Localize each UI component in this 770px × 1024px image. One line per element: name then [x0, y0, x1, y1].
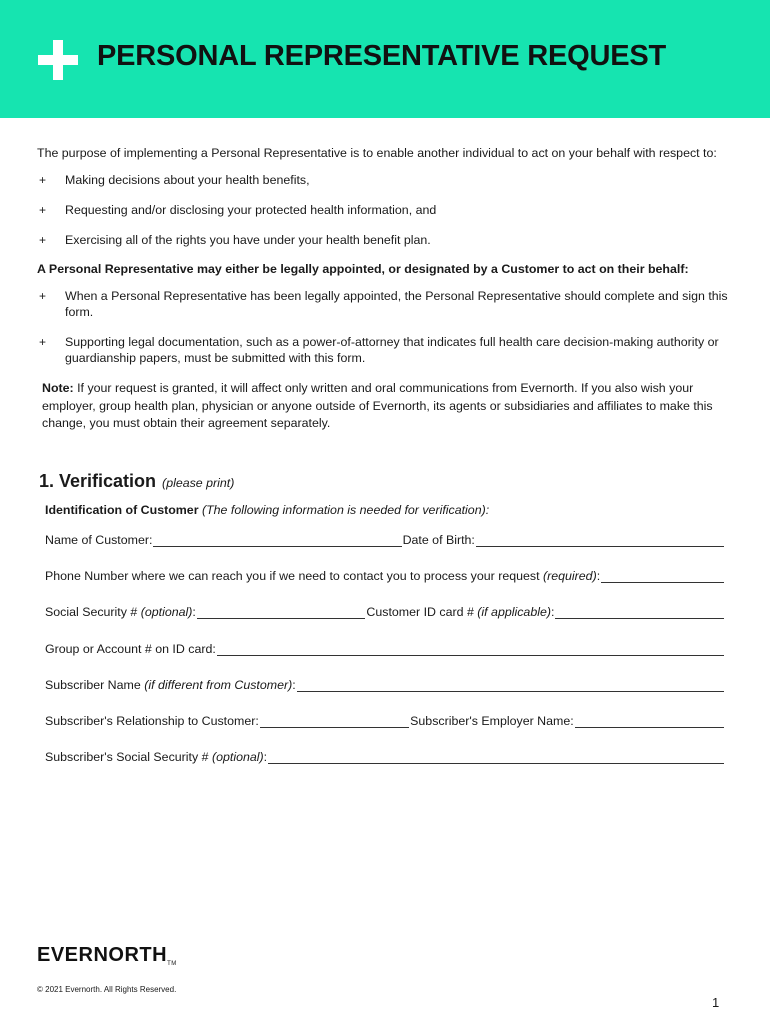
subscriber-ssn-label [45, 750, 267, 764]
form-row-name-dob [45, 533, 725, 547]
page-title: PERSONAL REPRESENTATIVE REQUEST [97, 40, 667, 72]
ssn-label-text: Social Security # [45, 605, 138, 619]
bullet-text: Supporting legal documentation, such as a power-of-attorney that indicates full health care decision-making authority or guardianship papers, must be submitted with this form. [65, 335, 719, 365]
form-row-group [45, 642, 725, 656]
form-row-subscriber-ssn [45, 750, 725, 764]
employer-label: Subscriber's Employer Name: [410, 714, 574, 728]
appointment-heading: A Personal Representative may either be legally appointed, or designated by a Customer to act on their behalf: [37, 262, 689, 276]
customer-name-field[interactable] [153, 535, 401, 547]
phone-field[interactable] [601, 571, 724, 583]
evernorth-logo [37, 944, 177, 967]
list-item [37, 172, 737, 188]
list-item [37, 202, 737, 218]
section-verification-title [39, 471, 234, 492]
intro-text: The purpose of implementing a Personal Representative is to enable another individual to act on your behalf with respect to: [37, 146, 717, 160]
subscriber-name-label-text: Subscriber Name [45, 678, 141, 692]
note-label: Note: [42, 381, 74, 395]
dob-label: Date of Birth: [402, 533, 475, 547]
plus-bullet-icon: + [39, 289, 47, 303]
colon: : [263, 750, 268, 764]
customer-name-label: Name of Customer: [45, 533, 153, 547]
intro-section [37, 146, 737, 433]
form-row-relationship-employer [45, 714, 725, 728]
customer-id-label [366, 605, 554, 619]
note-paragraph [42, 380, 722, 433]
identification-subheading [45, 503, 489, 517]
section-hint [162, 476, 234, 490]
bullet-text: When a Personal Representative has been legally appointed, the Personal Representative should complete and sign this form. [65, 289, 728, 319]
subheading-text: Identification of Customer [45, 503, 199, 517]
subscriber-name-hint: (if different from Customer) [144, 678, 293, 692]
hint-open-paren: ( [162, 476, 167, 490]
subscriber-name-field[interactable] [297, 680, 724, 692]
list-item [37, 232, 737, 248]
customer-id-field[interactable] [555, 607, 724, 619]
customer-id-hint: (if applicable) [477, 605, 551, 619]
form-row-phone [45, 569, 725, 583]
subscriber-ssn-label-text: Subscriber's Social Security # [45, 750, 209, 764]
group-label: Group or Account # on ID card: [45, 642, 216, 656]
subheading-hint: (The following information is needed for verification): [201, 503, 490, 517]
page-number: 1 [712, 995, 720, 1010]
section-title-text: 1. Verification [39, 471, 157, 491]
form-row-ssn-id [45, 605, 725, 619]
ssn-field[interactable] [197, 607, 366, 619]
hint-close-paren: ) [230, 476, 235, 490]
subscriber-ssn-field[interactable] [268, 752, 724, 764]
subscriber-name-label [45, 678, 296, 692]
logo-text: EVERNORTH [37, 944, 168, 966]
appointment-bullets [37, 288, 737, 366]
note-text: If your request is granted, it will affect only written and oral communications from Evernorth. If you also wish your employer, group health plan, physician or anyone outside of Evernorth, its agents or subsidiaries and affiliates to make this change, you must obtain their agreement separately. [42, 381, 713, 430]
dob-field[interactable] [476, 535, 724, 547]
form-row-subscriber-name [45, 678, 725, 692]
bullet-text: Exercising all of the rights you have under your health benefit plan. [65, 233, 431, 247]
plus-bullet-icon: + [39, 203, 47, 217]
colon: : [551, 605, 555, 619]
relationship-label: Subscriber's Relationship to Customer: [45, 714, 259, 728]
ssn-label [45, 605, 196, 619]
customer-id-label-text: Customer ID card # [366, 605, 474, 619]
colon: : [596, 569, 601, 583]
list-item [37, 288, 737, 320]
phone-label [45, 569, 600, 583]
employer-field[interactable] [575, 716, 724, 728]
ssn-hint: (optional) [140, 605, 193, 619]
phone-hint: (required) [542, 569, 597, 583]
intro-bullets [37, 172, 737, 248]
colon: : [192, 605, 196, 619]
hint-text: please print [166, 476, 231, 490]
plus-bullet-icon: + [39, 173, 47, 187]
group-field[interactable] [217, 644, 724, 656]
colon: : [292, 678, 296, 692]
plus-bullet-icon: + [39, 233, 47, 247]
plus-icon [38, 40, 78, 80]
list-item [37, 334, 737, 366]
plus-bullet-icon: + [39, 335, 47, 349]
trademark-mark: TM [167, 961, 177, 967]
bullet-text: Requesting and/or disclosing your protected health information, and [65, 203, 437, 217]
relationship-field[interactable] [260, 716, 409, 728]
copyright-text: © 2021 Evernorth. All Rights Reserved. [37, 985, 177, 994]
subscriber-ssn-hint: (optional) [211, 750, 264, 764]
header-banner [0, 0, 770, 118]
phone-label-text: Phone Number where we can reach you if we need to contact you to process your request [45, 569, 540, 583]
bullet-text: Making decisions about your health benefits, [65, 173, 310, 187]
